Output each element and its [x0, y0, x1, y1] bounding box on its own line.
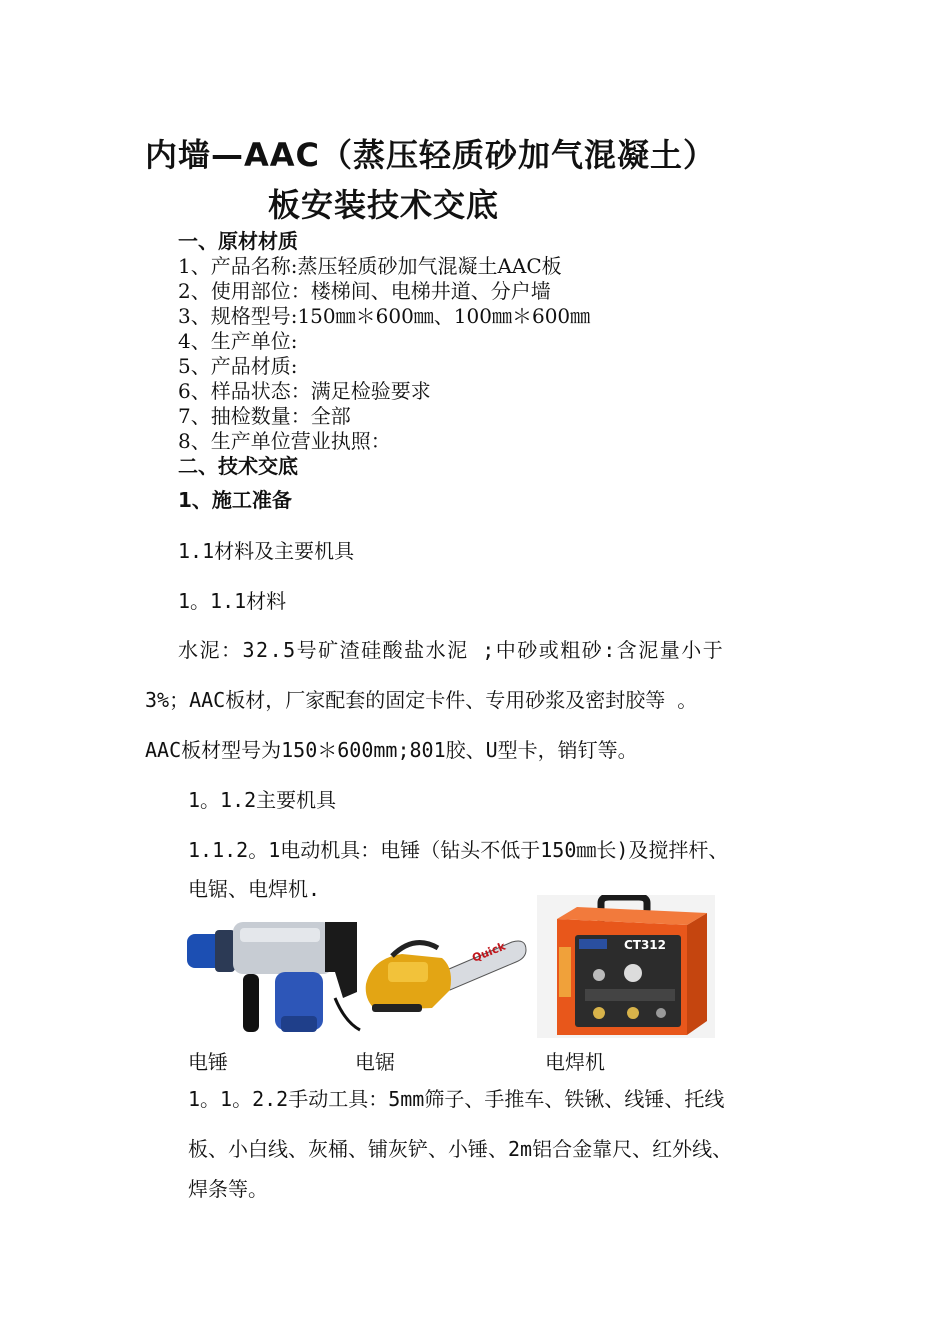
caption-welder: 电焊机 [545, 1050, 605, 1074]
subheading-preparation: 1、施工准备 [178, 488, 292, 512]
caption-chainsaw: 电锯 [355, 1050, 395, 1074]
material-item: 1、产品名称:蒸压轻质砂加气混凝土AAC板 [178, 254, 562, 278]
doc-title-line2: 板安装技术交底 [268, 186, 500, 224]
subheading-materials-tools: 1.1材料及主要机具 [178, 539, 355, 563]
doc-title-line1: 内墙—AAC（蒸压轻质砂加气混凝土） [145, 136, 717, 174]
material-item: 8、生产单位营业执照： [178, 429, 391, 453]
material-item: 4、生产单位: [178, 329, 298, 353]
caption-electric-hammer: 电锤 [188, 1050, 228, 1074]
chainsaw-image [362, 928, 528, 1020]
paragraph-line: 焊条等。 [188, 1177, 268, 1201]
subheading-materials: 1。1.1材料 [178, 589, 287, 613]
subheading-main-tools: 1。1.2主要机具 [188, 788, 337, 812]
welder-model-text: CT312 [623, 938, 667, 952]
paragraph-line: 1。1。2.2手动工具：5mm筛子、手推车、铁锹、线锤、托线 [188, 1087, 725, 1111]
section-heading-technical: 二、技术交底 [178, 454, 298, 478]
paragraph-line: AAC板材型号为150＊600mm;801胶、U型卡，销钉等。 [145, 738, 638, 762]
electric-hammer-image [185, 912, 363, 1038]
paragraph-line: 电锯、电焊机. [188, 877, 321, 901]
material-item: 6、样品状态：满足检验要求 [178, 379, 431, 403]
section-heading-materials: 一、原材材质 [178, 229, 298, 253]
paragraph-line: 3%；AAC板材，厂家配套的固定卡件、专用砂浆及密封胶等 。 [145, 688, 698, 712]
material-item: 7、抽检数量：全部 [178, 404, 351, 428]
paragraph-line: 水泥：32.5号矿渣硅酸盐水泥 ;中砂或粗砂:含泥量小于 [178, 638, 725, 662]
material-item: 2、使用部位：楼梯间、电梯井道、分户墙 [178, 279, 551, 303]
chainsaw-brand-text: Quick [470, 939, 508, 965]
material-item: 5、产品材质: [178, 354, 298, 378]
paragraph-line: 板、小白线、灰桶、铺灰铲、小锤、2m铝合金靠尺、红外线、 [188, 1137, 733, 1161]
paragraph-line: 1.1.2。1电动机具：电锤（钻头不低于150㎜长)及搅拌杆、 [188, 838, 729, 862]
material-item: 3、规格型号:150㎜＊600㎜、100㎜＊600㎜ [178, 304, 591, 328]
welder-image [537, 895, 715, 1038]
